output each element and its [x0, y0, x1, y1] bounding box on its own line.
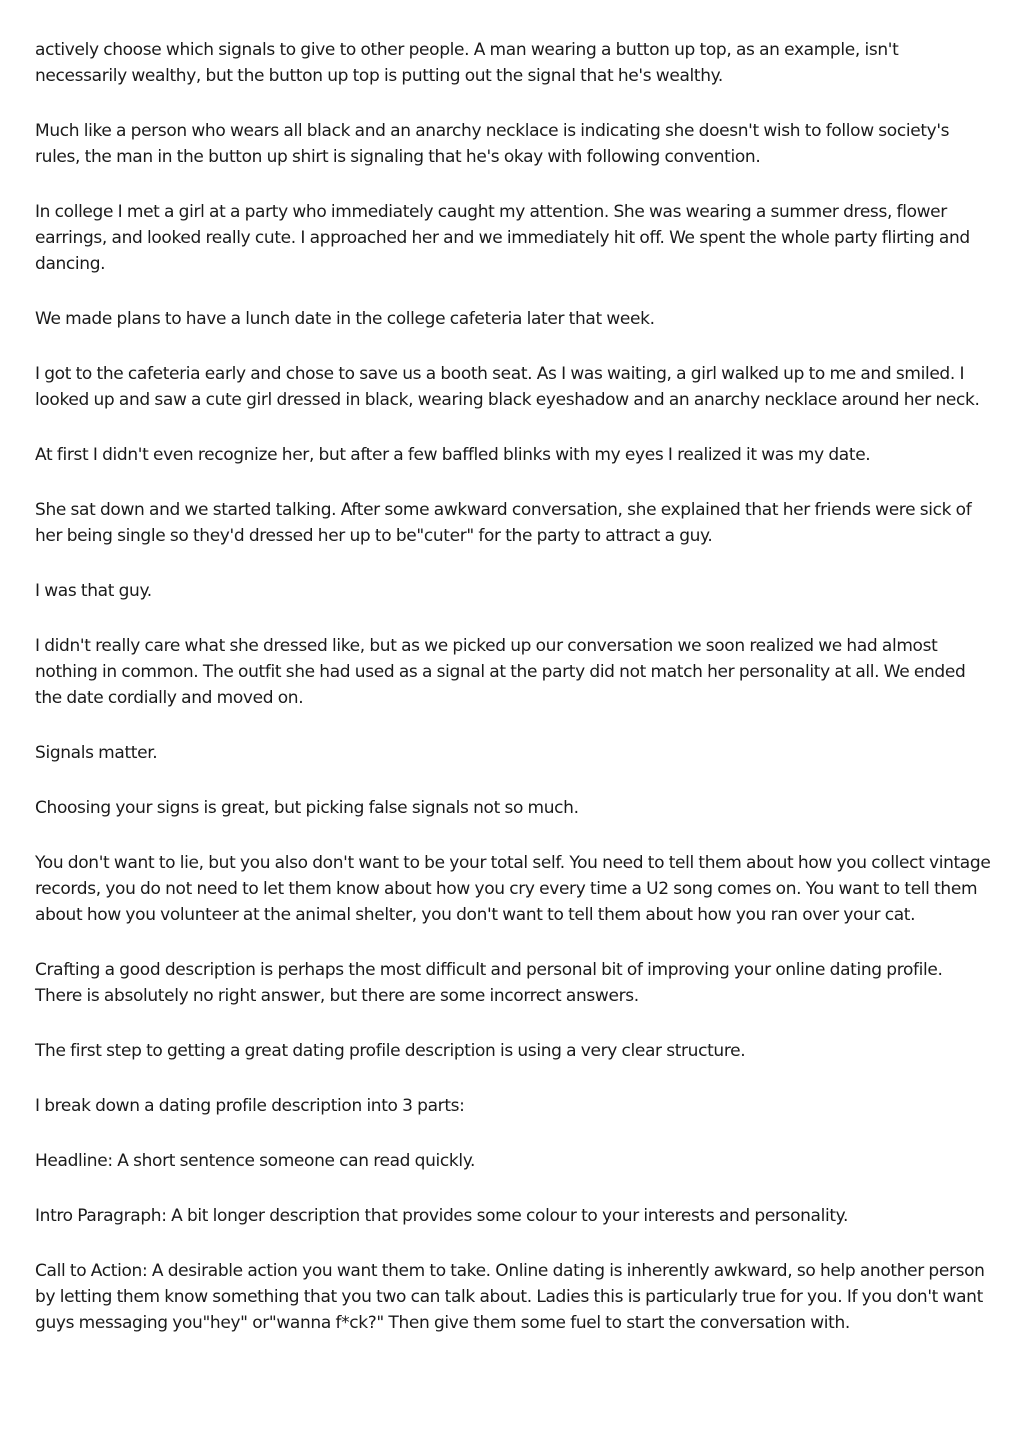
- paragraph-headline: Headline: A short sentence someone can read quickly.: [35, 1151, 476, 1171]
- paragraph-cafeteria: I got to the cafeteria early and chose to save us a booth seat. As I was waiting, a girl walked up to me and smiled. I looked up and saw a cute girl dressed in black, wearing black eyeshadow and an anarchy necklace around her neck.: [35, 364, 980, 410]
- paragraph-lunch-plans: We made plans to have a lunch date in the college cafeteria later that week.: [35, 309, 655, 329]
- paragraph-that-guy: I was that guy.: [35, 581, 152, 601]
- document-body: [35, 37, 993, 1365]
- paragraph-college-party: In college I met a girl at a party who immediately caught my attention. She was wearing a summer dress, flower earrings, and looked really cute. I approached her and we immediately hit off. We spent the whole party flirting and dancing.: [35, 202, 970, 274]
- paragraph-total-self: You don't want to lie, but you also don't want to be your total self. You need to tell them about how you collect vintage records, you do not need to let them know about how you cry every time a U2 song comes on. You want to tell them about how you volunteer at the animal shelter, you don't want to tell them about how you ran over your cat.: [35, 853, 991, 925]
- paragraph-anarchy-necklace: Much like a person who wears all black and an anarchy necklace is indicating she doesn't wish to follow society's rules, the man in the button up shirt is signaling that he's okay with following convention.: [35, 121, 950, 167]
- paragraph-signals-matter: Signals matter.: [35, 743, 158, 763]
- paragraph-nothing-in-common: I didn't really care what she dressed like, but as we picked up our conversation we soon realized we had almost nothing in common. The outfit she had used as a signal at the party did not match her personality at all. We ended the date cordially and moved on.: [35, 636, 966, 708]
- paragraph-clear-structure: The first step to getting a great dating profile description is using a very clear structure.: [35, 1041, 746, 1061]
- paragraph-call-to-action: Call to Action: A desirable action you want them to take. Online dating is inherently awkward, so help another person by letting them know something that you two can talk about. Ladies this is particularly true for you. If you don't want guys messaging you"hey" or"wanna f*ck?" Then give them some fuel to start the conversation with.: [35, 1261, 985, 1333]
- paragraph-three-parts: I break down a dating profile description into 3 parts:: [35, 1096, 465, 1116]
- paragraph-intro: Intro Paragraph: A bit longer description that provides some colour to your interests and personality.: [35, 1206, 849, 1226]
- paragraph-recognize: At first I didn't even recognize her, but after a few baffled blinks with my eyes I realized it was my date.: [35, 445, 871, 465]
- paragraph-conversation: She sat down and we started talking. After some awkward conversation, she explained that her friends were sick of her being single so they'd dressed her up to be"cuter" for the party to attract a guy.: [35, 500, 972, 546]
- paragraph-false-signals: Choosing your signs is great, but picking false signals not so much.: [35, 798, 579, 818]
- paragraph-signals-intro: actively choose which signals to give to other people. A man wearing a button up top, as an example, isn't necessarily wealthy, but the button up top is putting out the signal that he's wealthy.: [35, 40, 899, 86]
- paragraph-crafting-description: Crafting a good description is perhaps the most difficult and personal bit of improving your online dating profile. There is absolutely no right answer, but there are some incorrect answers.: [35, 960, 943, 1006]
